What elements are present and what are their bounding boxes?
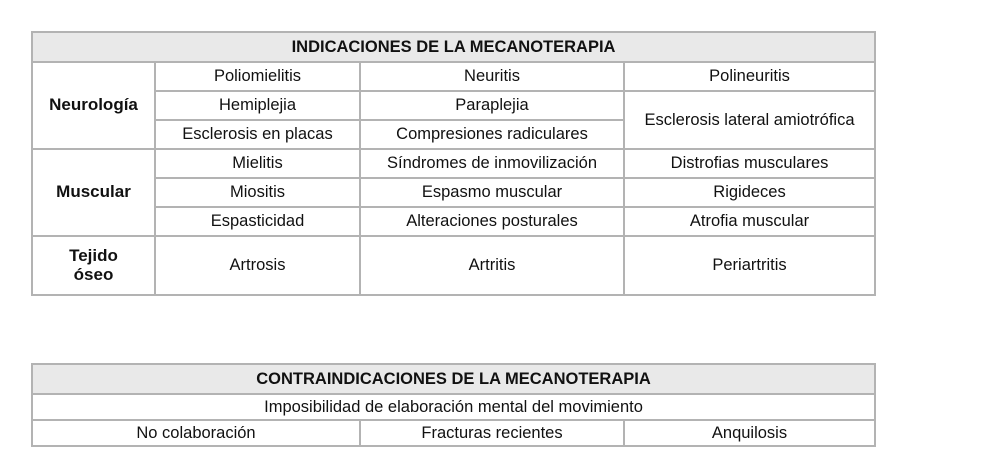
table-cell: Espasticidad: [155, 207, 360, 236]
table-cell: Artritis: [360, 236, 624, 295]
table-cell: Fracturas recientes: [360, 420, 624, 446]
indications-table: [31, 31, 876, 296]
contraindications-table: [31, 363, 876, 447]
table-cell: Poliomielitis: [155, 62, 360, 91]
table-cell: Espasmo muscular: [360, 178, 624, 207]
table-cell: Esclerosis en placas: [155, 120, 360, 149]
category-tejido-oseo: [32, 236, 155, 295]
table-cell: Periartritis: [624, 236, 875, 295]
category-tejido-oseo-line2: óseo: [73, 264, 114, 284]
table-cell: Alteraciones posturales: [360, 207, 624, 236]
table-cell: Esclerosis lateral amiotrófica: [624, 91, 875, 149]
table-cell: No colaboración: [32, 420, 360, 446]
table-cell: Neuritis: [360, 62, 624, 91]
table-cell: Miositis: [155, 178, 360, 207]
table-cell: Síndromes de inmovilización: [360, 149, 624, 178]
table-cell: Hemiplejia: [155, 91, 360, 120]
category-tejido-oseo-line1: Tejido: [69, 245, 118, 265]
table-cell: Paraplejia: [360, 91, 624, 120]
table-cell: Mielitis: [155, 149, 360, 178]
table-cell: Polineuritis: [624, 62, 875, 91]
table-cell: Imposibilidad de elaboración mental del movimiento: [32, 394, 875, 420]
category-neurologia: Neurología: [32, 62, 155, 149]
table-cell: Compresiones radiculares: [360, 120, 624, 149]
table-cell: Rigideces: [624, 178, 875, 207]
table-cell: Atrofia muscular: [624, 207, 875, 236]
table-cell: Anquilosis: [624, 420, 875, 446]
category-muscular: Muscular: [32, 149, 155, 236]
table-cell: Artrosis: [155, 236, 360, 295]
contraindications-title: CONTRAINDICACIONES DE LA MECANOTERAPIA: [32, 364, 875, 394]
table-cell: Distrofias musculares: [624, 149, 875, 178]
indications-title: INDICACIONES DE LA MECANOTERAPIA: [32, 32, 875, 62]
